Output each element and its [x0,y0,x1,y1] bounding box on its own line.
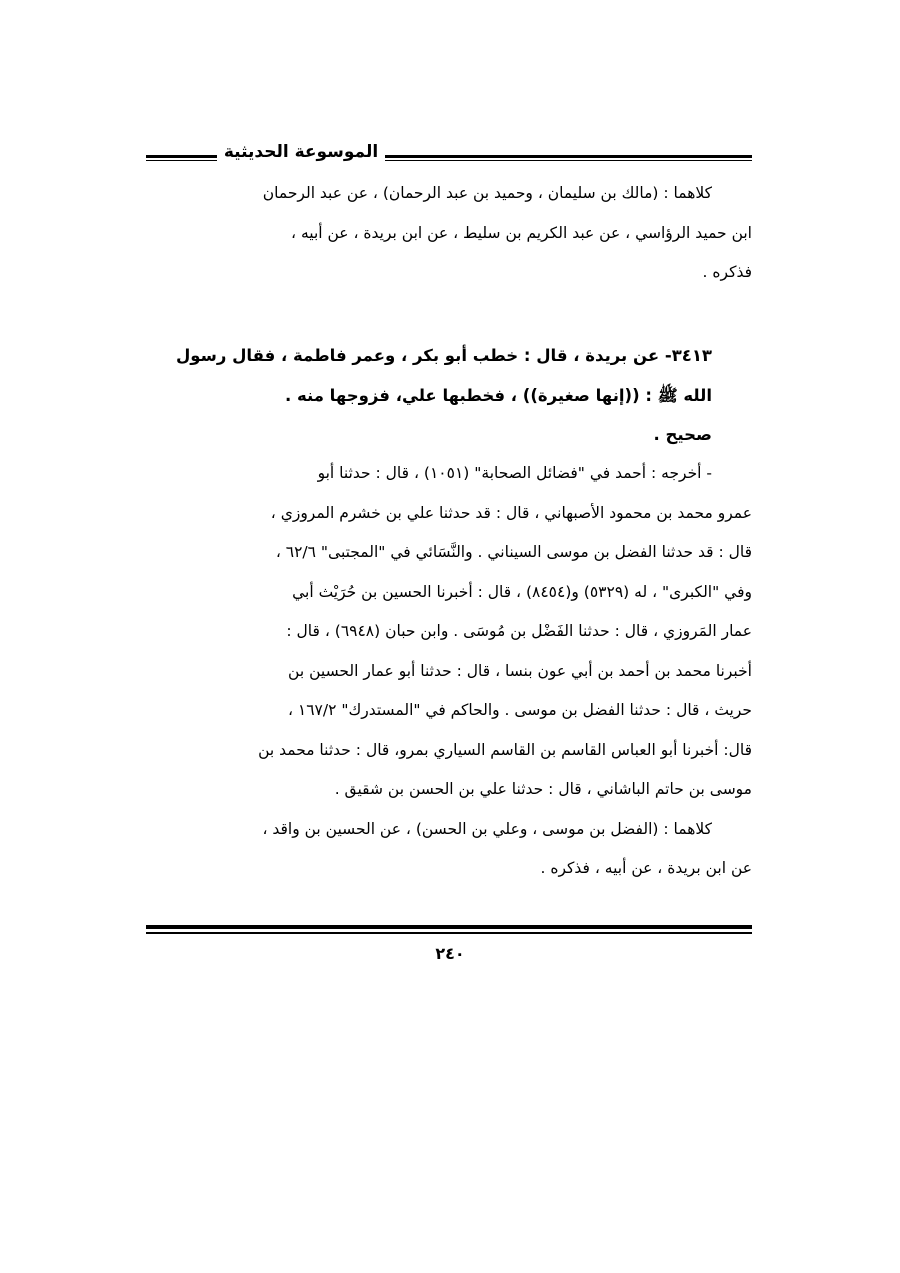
footer-rule [146,925,752,934]
header-rule-right [385,155,752,161]
text-line: ابن حميد الرؤاسي ، عن عبد الكريم بن سليط ، عن ابن بريدة ، عن أبيه ، [291,223,752,242]
text-line: فذكره . [702,263,752,281]
running-header [146,140,752,172]
hadith-block [148,336,752,455]
hadith-text-line: ٣٤١٣- عن بريدة ، قال : خطب أبو بكر ، وعمر فاطمة ، فقال رسول [175,346,712,365]
page-number: ٢٤٠ [435,944,465,963]
header-rule-left [146,155,217,161]
takhrij-line: عمرو محمد بن محمود الأصبهاني ، قال : قد حدثنا علي بن خشرم المروزي ، [270,503,752,522]
takhrij-line: عمار المَروزي ، قال : حدثنا الفَضْل بن مُوسَى . وابن حبان (٦٩٤٨) ، قال : [286,622,752,640]
takhrij-line: قال: أخبرنا أبو العباس القاسم بن القاسم السياري بمرو، قال : حدثنا محمد بن [258,740,752,759]
takhrij-line: موسى بن حاتم الباشاني ، قال : حدثنا علي بن الحسن بن شقيق . [334,780,752,798]
takhrij-block [148,454,752,889]
takhrij-line: وفي "الكبرى" ، له (٥٣٢٩) و(٨٤٥٤) ، قال : أخبرنا الحسين بن حُرَيْث أبي [292,582,752,601]
takhrij-line: - أخرجه : أحمد في "فضائل الصحابة" (١٠٥١) ، قال : حدثنا أبو [317,464,712,482]
takhrij-line: قال : قد حدثنا الفضل بن موسى السيناني . والنَّسَائي في "المجتبى" ٦٢/٦ ، [275,543,752,561]
header-title: الموسوعة الحديثية [223,142,379,162]
hadith-grade: صحيح . [653,425,712,444]
conclusion-line: كلاهما : (الفضل بن موسى ، وعلي بن الحسن) ، عن الحسين بن واقد ، [262,819,712,838]
conclusion-line: عن ابن بريدة ، عن أبيه ، فذكره . [540,859,752,877]
hadith-text-line: الله ﷺ : ((إنها صغيرة)) ، فخطبها علي، فزوجها منه . [284,385,712,405]
text-line: كلاهما : (مالك بن سليمان ، وحميد بن عبد الرحمان) ، عن عبد الرحمان [262,184,712,202]
previous-hadith-tail [148,174,752,293]
takhrij-line: حريث ، قال : حدثنا الفضل بن موسى . والحاكم في "المستدرك" ١٦٧/٢ ، [287,701,752,719]
takhrij-line: أخبرنا محمد بن أحمد بن أبي عون بنسا ، قال : حدثنا أبو عمار الحسين بن [288,661,752,680]
